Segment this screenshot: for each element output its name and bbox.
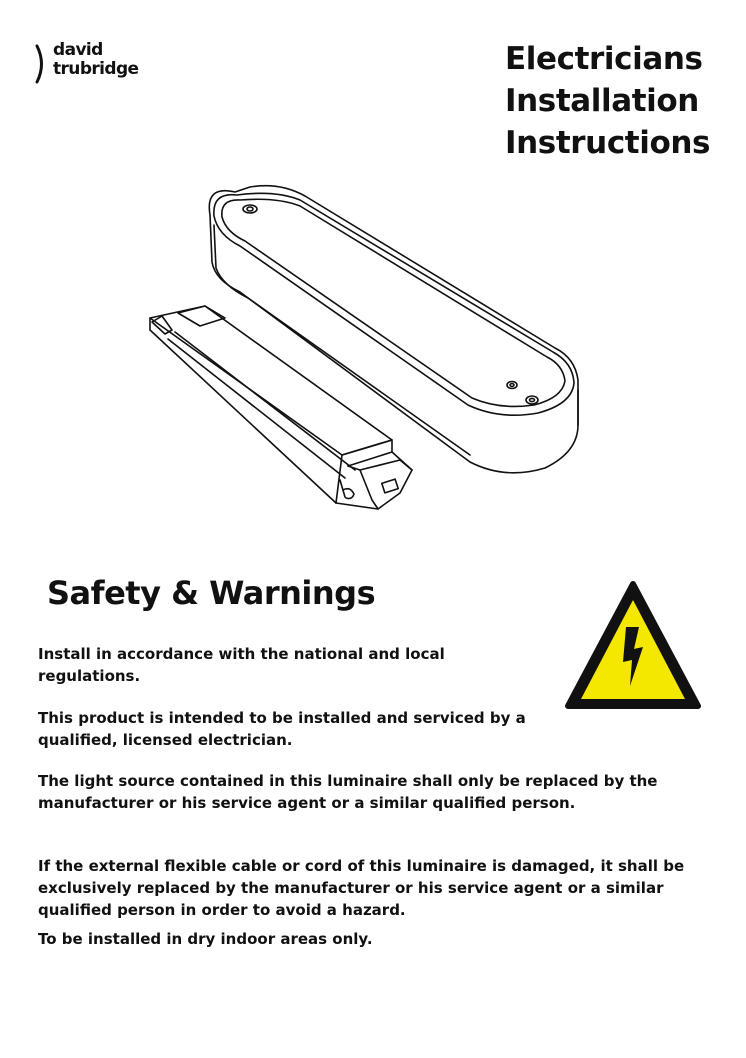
brand-logo bbox=[34, 42, 164, 88]
electrical-hazard-icon bbox=[563, 578, 703, 714]
brand-name bbox=[53, 41, 138, 79]
page-title bbox=[505, 38, 710, 164]
paragraph-flexible-cable: If the external flexible cable or cord of this luminaire is damaged, it shall be exclusively replaced by the manufacturer or his service agent or a similar qualified person in order to avoid a hazard. bbox=[38, 857, 685, 919]
brand-line-1: david bbox=[53, 40, 103, 60]
paragraph-qualified-electrician: This product is intended to be installed and serviced by a qualified, licensed electrician. bbox=[38, 709, 526, 749]
title-line-3: Instructions bbox=[505, 125, 711, 161]
paragraph-regulations: Install in accordance with the national and local regulations. bbox=[38, 645, 445, 685]
housing-outer bbox=[209, 186, 578, 473]
housing-inner-rim bbox=[222, 199, 565, 406]
title-line-2: Installation bbox=[505, 83, 699, 119]
paragraph-dry-indoor: To be installed in dry indoor areas only. bbox=[38, 930, 373, 948]
housing-rim bbox=[214, 193, 574, 415]
brand-line-2: trubridge bbox=[53, 59, 139, 79]
bracket-icon bbox=[34, 44, 48, 84]
driver-body bbox=[150, 306, 392, 455]
section-heading: Safety & Warnings bbox=[47, 574, 376, 612]
paragraph-light-source: The light source contained in this luminaire shall only be replaced by the manufacturer or his service agent or a similar qualified person. bbox=[38, 772, 658, 812]
luminaire-illustration bbox=[140, 182, 590, 522]
title-line-1: Electricians bbox=[505, 41, 703, 77]
